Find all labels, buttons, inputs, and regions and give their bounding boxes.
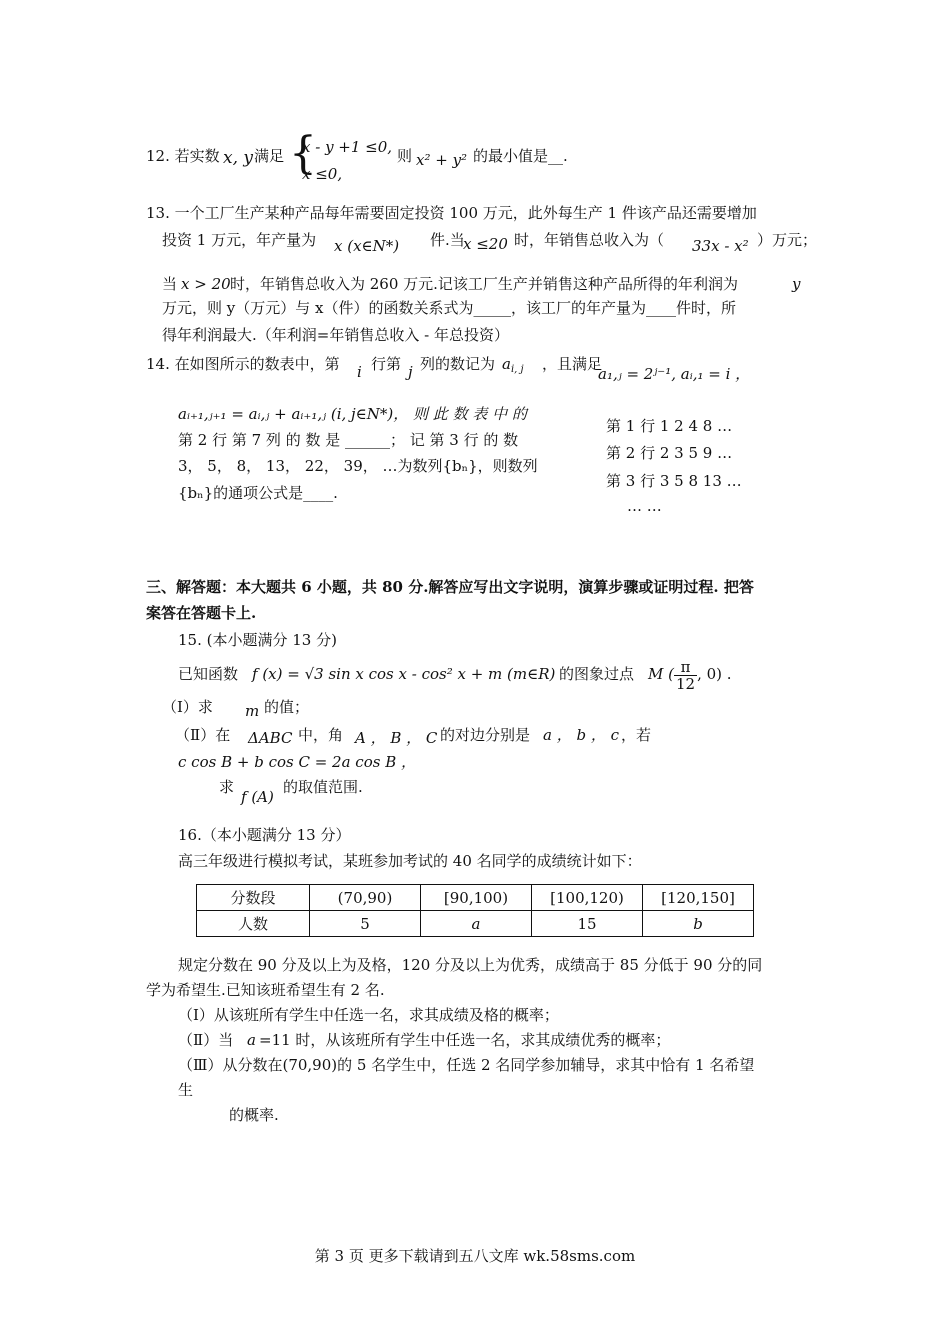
q16-a: a xyxy=(247,1031,256,1049)
q16-part-3c: 的概率. xyxy=(229,1106,279,1124)
section-3-line-2: 案答在答题卡上. xyxy=(146,604,257,622)
q15-part-1a: （Ⅰ）求 xyxy=(162,698,213,716)
q12-then: 则 xyxy=(397,147,413,165)
table-cell: a xyxy=(421,911,532,937)
q12-number: 12. 若实数 xyxy=(146,147,220,165)
q15-angles: A ， B ， C xyxy=(355,729,438,747)
q13-line-2c: 件.当 xyxy=(430,231,465,249)
q15-part-2c: 中，角 xyxy=(298,726,344,744)
q14-line-1a: 14. 在如图所示的数表中，第 xyxy=(146,355,340,373)
table-row xyxy=(197,911,754,937)
q12-satisfy: 满足 xyxy=(254,147,285,165)
q12-tail: 的最小值是__. xyxy=(473,147,568,165)
number-table-row-2: 第 2 行 2 3 5 9 … xyxy=(606,444,733,462)
table-header-cell: (70,90) xyxy=(310,885,421,911)
table-header-cell: [90,100) xyxy=(421,885,532,911)
q15-part-3a: 求 xyxy=(219,778,235,796)
number-table-row-1: 第 1 行 1 2 4 8 … xyxy=(606,417,733,435)
table-cell: 15 xyxy=(532,911,643,937)
q12-vars: x, y xyxy=(223,148,253,168)
q15-m: m xyxy=(245,702,260,720)
q13-y: y xyxy=(792,275,801,293)
q15-condition: c cos B + b cos C = 2a cos B ， xyxy=(178,753,416,771)
q16-part-3: （Ⅲ）从分数在(70,90)的 5 名学生中，任选 2 名同学参加辅导，求其中恰有 1 名希望 xyxy=(178,1056,755,1074)
q13-line-3c: 时，年销售总收入为 260 万元.记该工厂生产并销售这种产品所得的年利润为 xyxy=(230,275,738,293)
section-3-line-1: 三、解答题：本大题共 6 小题，共 80 分.解答应写出文字说明，演算步骤或证明过程. 把答 xyxy=(146,578,754,596)
q12-condition-1: x - y +1 ≤0, xyxy=(302,138,393,156)
table-header-cell: [100,120) xyxy=(532,885,643,911)
q14-line-1d: ，且满足 xyxy=(542,355,603,373)
q16-part-1: （Ⅰ）从该班所有学生中任选一名，求其成绩及格的概率； xyxy=(178,1006,559,1024)
q15-function: f (x) = √3 sin x cos x - cos² x + m (m∈R) xyxy=(252,665,556,683)
q15-sides: a ， b ， c xyxy=(543,726,620,744)
q15-part-2g: ，若 xyxy=(621,726,652,744)
q13-domain: x (x∈N*) xyxy=(334,237,400,255)
q13-line-3a: 当 xyxy=(162,275,178,293)
q15-title: 15. (本小题满分 13 分) xyxy=(178,631,337,649)
q15-triangle: ΔABC xyxy=(248,729,293,747)
q13-revenue-expr: 33x - x² xyxy=(692,237,749,255)
q14-line-1c: 列的数记为 xyxy=(420,355,496,373)
q15-point: M ( $\frac{\pi}{12}$ , 0) . xyxy=(648,657,732,693)
q13-line-2a: 投资 1 万元，年产量为 xyxy=(162,231,317,249)
number-table-row-3: 第 3 行 3 5 8 13 … xyxy=(606,472,742,490)
q12-expression: x² + y² xyxy=(416,151,468,169)
q14-j: j xyxy=(408,363,413,381)
table-row xyxy=(197,885,754,911)
q15-stem-c: 的图象过点 xyxy=(559,665,635,683)
q14-line-5: {bₙ}的通项公式是____. xyxy=(178,484,338,502)
q16-part-2a: （Ⅱ）当 xyxy=(178,1031,234,1049)
page-footer: 第 3 页 更多下载请到五八文库 wk.58sms.com xyxy=(314,1247,636,1265)
table-cell: 人数 xyxy=(197,911,310,937)
score-table xyxy=(196,884,754,937)
q12-condition-2: x ≤0, xyxy=(302,165,343,183)
table-cell: b xyxy=(643,911,754,937)
q15-part-2a: （Ⅱ）在 xyxy=(175,726,231,744)
q13-line-5: 得年利润最大.（年利润=年销售总收入 - 年总投资） xyxy=(162,326,509,344)
q15-part-1c: 的值； xyxy=(264,698,310,716)
q13-condition-2: x > 20 xyxy=(181,275,231,293)
q14-condition: a₁,ⱼ = 2ʲ⁻¹, aᵢ,₁ = i ， xyxy=(598,365,751,383)
q13-line-2e: 时，年销售总收入为（ xyxy=(514,231,665,249)
q13-line-2g: ）万元； xyxy=(757,231,818,249)
q16-part-2c: =11 时，从该班所有学生中任选一名，求其成绩优秀的概率； xyxy=(259,1031,671,1049)
table-cell: 5 xyxy=(310,911,421,937)
q16-rule-1: 规定分数在 90 分及以上为及格，120 分及以上为优秀，成绩高于 85 分低于 90 分的同 xyxy=(178,956,763,974)
q15-part-3c: 的取值范围. xyxy=(283,778,363,796)
q16-part-3b: 生 xyxy=(178,1081,194,1099)
q16-title: 16.（本小题满分 13 分） xyxy=(178,826,351,844)
q14-aij: $a_{i, j}$ xyxy=(502,355,524,375)
table-header-cell: 分数段 xyxy=(197,885,310,911)
q13-condition: x ≤20 xyxy=(463,235,508,253)
q14-line-4: 3， 5， 8， 13， 22， 39， …为数列{bₙ}，则数列 xyxy=(178,457,538,475)
q14-line-2: aᵢ₊₁,ⱼ₊₁ = aᵢ,ⱼ + aᵢ₊₁,ⱼ (i, j∈N*)， 则 此 数 表 中 的 xyxy=(178,405,527,423)
q16-rule-2: 学为希望生.已知该班希望生有 2 名. xyxy=(146,981,385,999)
q14-line-1b: 行第 xyxy=(371,355,402,373)
q15-stem-a: 已知函数 xyxy=(178,665,239,683)
system-brace: { xyxy=(289,128,317,179)
number-table-ellipsis: … … xyxy=(627,497,662,515)
q14-line-3: 第 2 行 第 7 列 的 数 是 ______； 记 第 3 行 的 数 xyxy=(178,431,519,449)
q16-stem: 高三年级进行模拟考试，某班参加考试的 40 名同学的成绩统计如下： xyxy=(178,852,642,870)
q13-line-4: 万元，则 y（万元）与 x（件）的函数关系式为_____，该工厂的年产量为____件时，所 xyxy=(162,299,736,317)
q13-line-1: 13. 一个工厂生产某种产品每年需要固定投资 100 万元，此外每生产 1 件该产品还需要增加 xyxy=(146,204,757,222)
q15-part-2e: 的对边分别是 xyxy=(440,726,531,744)
table-header-cell: [120,150] xyxy=(643,885,754,911)
q14-i: i xyxy=(357,363,362,381)
q15-fA: f (A) xyxy=(241,788,274,806)
